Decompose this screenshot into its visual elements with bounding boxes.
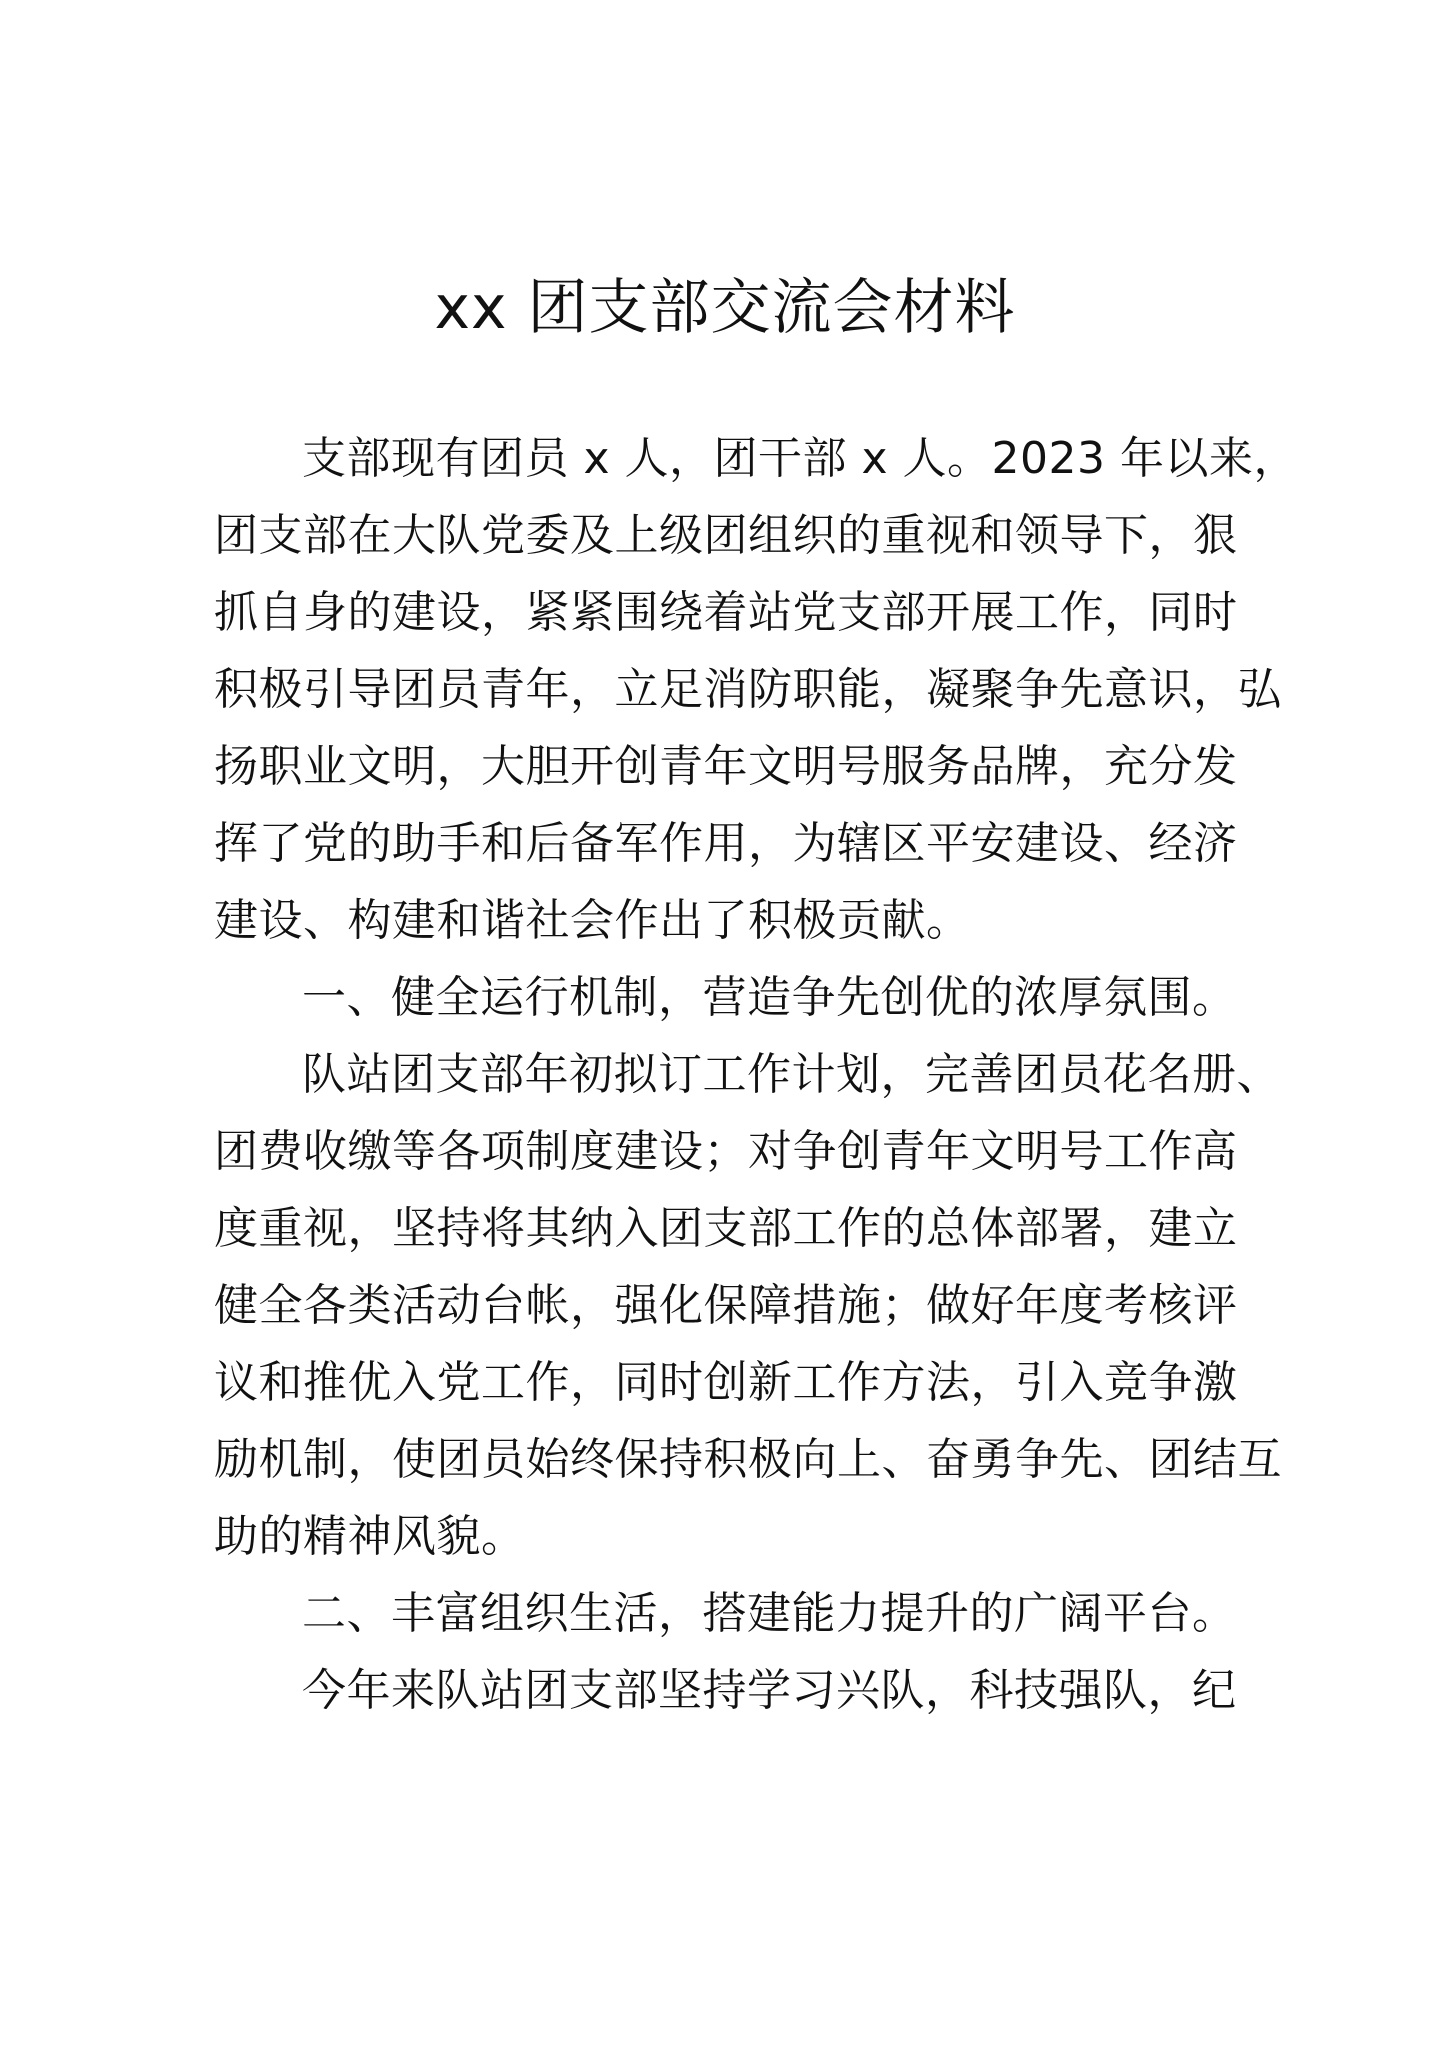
paragraph-line: 抓自身的建设，紧紧围绕着站党支部开展工作，同时 [214,587,1238,638]
paragraph-line: 健全各类活动台帐，强化保障措施；做好年度考核评 [214,1280,1238,1331]
paragraph-line: 议和推优入党工作，同时创新工作方法，引入竞争激 [214,1357,1238,1408]
paragraph-line: 今年来队站团支部坚持学习兴队，科技强队，纪 [302,1665,1237,1716]
paragraph-line: 支部现有团员 x 人，团干部 x 人。2023 年以来， [302,433,1298,484]
section-heading-2: 二、丰富组织生活，搭建能力提升的广阔平台。 [302,1588,1237,1639]
paragraph-line: 扬职业文明，大胆开创青年文明号服务品牌，充分发 [214,741,1238,792]
paragraph-line: 励机制，使团员始终保持积极向上、奋勇争先、团结互 [214,1434,1282,1485]
paragraph-line: 建设、构建和谐社会作出了积极贡献。 [214,895,971,946]
paragraph-line: 度重视，坚持将其纳入团支部工作的总体部署，建立 [214,1203,1238,1254]
document-title: xx 团支部交流会材料 [434,273,1016,343]
paragraph-line: 团费收缴等各项制度建设；对争创青年文明号工作高 [214,1126,1238,1177]
paragraph-line: 团支部在大队党委及上级团组织的重视和领导下，狠 [214,510,1238,561]
paragraph-line: 队站团支部年初拟订工作计划，完善团员花名册、 [302,1049,1281,1100]
document-body [214,420,1304,1729]
paragraph-line: 助的精神风貌。 [214,1511,526,1562]
paragraph-line: 积极引导团员青年，立足消防职能，凝聚争先意识，弘 [214,664,1282,715]
paragraph-line: 挥了党的助手和后备军作用，为辖区平安建设、经济 [214,818,1238,869]
section-heading-1: 一、健全运行机制，营造争先创优的浓厚氛围。 [302,972,1237,1023]
